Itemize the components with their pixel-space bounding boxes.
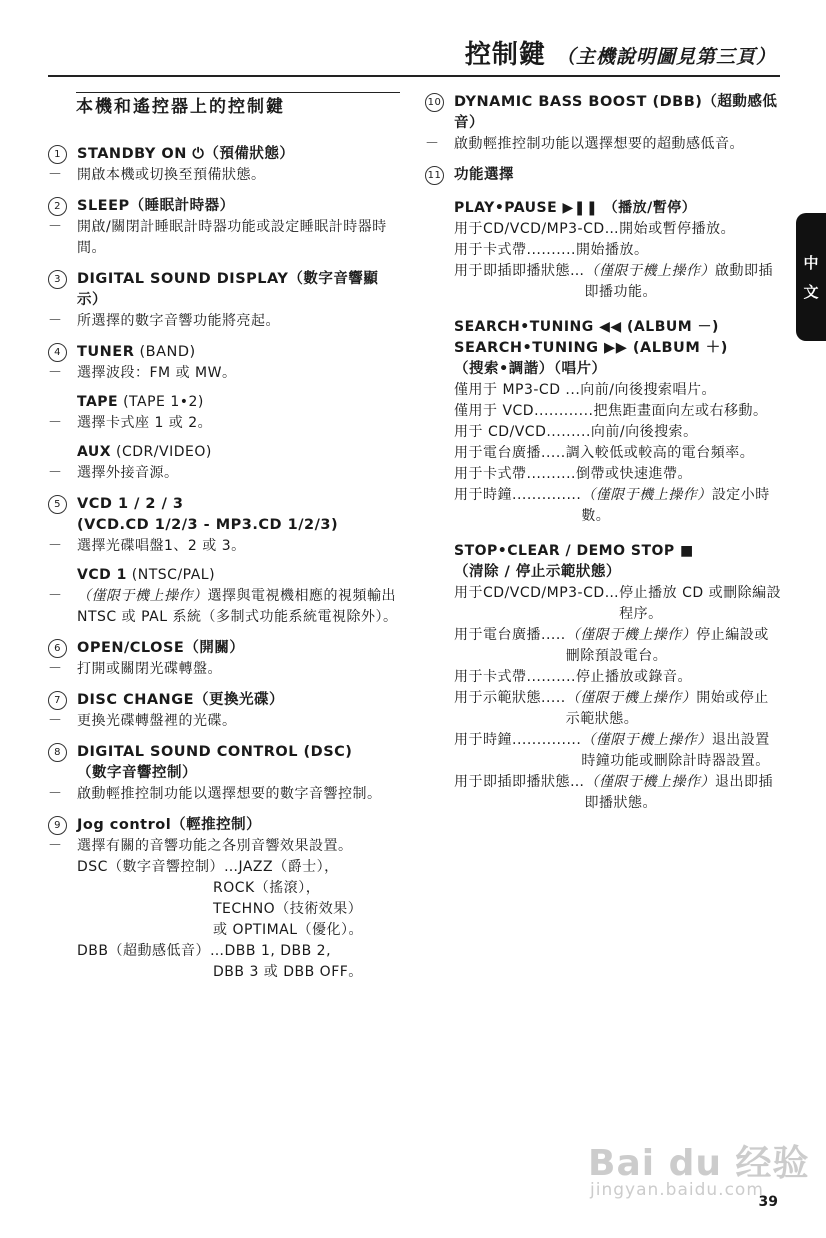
item-digital-sound-display: 3 DIGITAL SOUND DISPLAY（數字音響顯示） － 所選擇的數字音響功能將亮起。 xyxy=(48,269,400,332)
item-desc: 打開或關閉光碟轉盤。 xyxy=(77,661,222,677)
row-key: 僅用于 VCD............ xyxy=(454,403,594,419)
stop-title-2: （清除 / 停止示範狀態） xyxy=(454,564,621,580)
item-open-close: 6 OPEN/CLOSE（開關） － 打開或關閉光碟轉盤。 xyxy=(48,638,400,680)
row-value: 開始或暫停播放。 xyxy=(619,221,736,237)
row-key: 用于CD/VCD/MP3-CD… xyxy=(454,221,620,237)
row-value: 向前/向後搜索唱片。 xyxy=(580,382,717,398)
search-title-1: SEARCH•TUNING ◀◀ (ALBUM －) xyxy=(454,319,719,335)
watermark-logo: Bai du 经验 xyxy=(588,1143,810,1184)
item-title: STANDBY ON ⏻（預備狀態） xyxy=(77,146,295,162)
aux-label-extra: (CDR/VIDEO) xyxy=(111,444,212,460)
item-title: DIGITAL SOUND DISPLAY（數字音響顯示） xyxy=(77,271,379,308)
item-title: Jog control（輕推控制） xyxy=(77,817,262,833)
item-number: 11 xyxy=(425,166,444,185)
title-rule xyxy=(48,75,780,77)
row-value: 開始播放。 xyxy=(576,242,649,258)
dsc-value: JAZZ（爵士）， xyxy=(238,859,339,875)
vcd1-label-extra: (NTSC/PAL) xyxy=(126,567,216,583)
item-number: 9 xyxy=(48,816,67,835)
row-value: 向前/向後搜索。 xyxy=(590,424,698,440)
language-tab xyxy=(796,213,826,341)
dbb-row xyxy=(77,941,400,962)
item-desc: 啟動輕推控制功能以選擇想要的超動感低音。 xyxy=(454,136,744,152)
search-title-2: SEARCH•TUNING ▶▶ (ALBUM ＋) xyxy=(454,340,728,356)
row-value: 設定小時數。 xyxy=(581,487,770,524)
row-value: 停止播放或錄音。 xyxy=(576,669,693,685)
row-value: 啟動即插即播功能。 xyxy=(584,263,773,300)
row-value: 停止播放 CD 或刪除編設程序。 xyxy=(619,585,782,622)
row-key: 用于電台廣播..... xyxy=(454,445,566,461)
row-key: 僅用于 MP3-CD ... xyxy=(454,382,581,398)
item-dbb: 10 DYNAMIC BASS BOOST (DBB)（超動感低音） － 啟動輕推控制功能以選擇想要的超動感低音。 xyxy=(425,92,783,155)
row-key: 用于時鐘.............. xyxy=(454,732,582,748)
item-number: 6 xyxy=(48,639,67,658)
row-note: （僅限于機上操作） xyxy=(565,627,697,643)
item-number: 7 xyxy=(48,691,67,710)
tape-desc: 選擇卡式座 1 或 2。 xyxy=(77,415,213,431)
item-disc-change: 7 DISC CHANGE（更換光碟） － 更換光碟轉盤裡的光碟。 xyxy=(48,690,400,732)
stop-title-1: STOP•CLEAR / DEMO STOP ■ xyxy=(454,543,694,559)
row-key: 用于時鐘.............. xyxy=(454,487,582,503)
row-value: 退出設置時鐘功能或刪除計時器設置。 xyxy=(581,732,770,769)
item-desc: 開啟本機或切換至預備狀態。 xyxy=(77,167,266,183)
row-key: 用于示範狀態..... xyxy=(454,690,566,706)
watermark-url: jingyan.baidu.com xyxy=(590,1180,764,1200)
item-number: 5 xyxy=(48,495,67,514)
dsc-value: TECHNO（技術效果） xyxy=(213,901,363,917)
row-key: 用于即插即播狀態… xyxy=(454,263,585,279)
language-tab-char: 中 xyxy=(803,254,819,272)
page-title xyxy=(465,34,776,71)
row-value: 開始或停止示範狀態。 xyxy=(565,690,769,727)
page-number: 39 xyxy=(758,1194,778,1210)
item-number: 8 xyxy=(48,743,67,762)
row-key: 用于卡式帶.......... xyxy=(454,242,577,258)
item-number: 3 xyxy=(48,270,67,289)
item-title: DISC CHANGE（更換光碟） xyxy=(77,692,285,708)
dsc-value: ROCK（搖滾）， xyxy=(213,880,321,896)
item-jog-control: 9 Jog control（輕推控制） － 選擇有關的音響功能之各別音響效果設置。 DSC（數字音響控制）… JAZZ（爵士）， ROCK（搖滾）， TECHNO（技術效果） 或 OPTIMAL（優化）。 DBB（超動感低音）… DBB 1, DBB 2, DBB 3 或 DBB OFF。 xyxy=(48,815,400,983)
aux-desc: 選擇外接音源。 xyxy=(77,465,179,481)
row-key: 用于卡式帶.......... xyxy=(454,466,577,482)
item-desc: 更換光碟轉盤裡的光碟。 xyxy=(77,713,237,729)
page-title-subtitle: （主機說明圖見第三頁） xyxy=(555,46,776,68)
item-title: DYNAMIC BASS BOOST (DBB)（超動感低音） xyxy=(454,94,778,131)
item-standby: 1 STANDBY ON ⏻（預備狀態） － 開啟本機或切換至預備狀態。 xyxy=(48,144,400,186)
row-note: （僅限于機上操作） xyxy=(581,732,712,748)
row-key: 用于卡式帶.......... xyxy=(454,669,577,685)
row-note: （僅限于機上操作） xyxy=(584,774,715,790)
search-title-3: （搜索•調諧）（唱片） xyxy=(454,361,607,377)
item-number: 4 xyxy=(48,343,67,362)
item-desc: 選擇有關的音響功能之各別音響效果設置。 xyxy=(77,838,353,854)
item-vcd: 5 VCD 1 / 2 / 3 (VCD.CD 1/2/3 - MP3.CD 1/2/3) － 選擇光碟唱盤1、2 或 3。 VCD 1 (NTSC/PAL) － （僅限于機上操作）選擇與電視機相應的視頻輸出 NTSC 或 PAL 系統（多制式功能系統電視除外）。 xyxy=(48,494,400,628)
row-key: 用于即插即播狀態… xyxy=(454,774,585,790)
item-title: DIGITAL SOUND CONTROL (DSC) xyxy=(77,744,353,760)
row-value: 調入較低或較高的電台頻率。 xyxy=(565,445,755,461)
row-value: 停止編設或刪除預設電台。 xyxy=(565,627,769,664)
item-title-2: (VCD.CD 1/2/3 - MP3.CD 1/2/3) xyxy=(77,517,339,533)
play-pause-title: PLAY•PAUSE ▶❚❚ （播放/暫停） xyxy=(454,200,697,216)
item-desc: 選擇光碟唱盤1、2 或 3。 xyxy=(77,538,246,554)
item-desc: 啟動輕推控制功能以選擇想要的數字音響控制。 xyxy=(77,786,382,802)
item-desc: 所選擇的數字音響功能將亮起。 xyxy=(77,313,280,329)
page-title-main: 控制鍵 xyxy=(464,40,546,70)
item-digital-sound-control: 8 DIGITAL SOUND CONTROL (DSC) （數字音響控制） － 啟動輕推控制功能以選擇想要的數字音響控制。 xyxy=(48,742,400,805)
item-title-extra: (BAND) xyxy=(134,344,196,360)
item-number: 1 xyxy=(48,145,67,164)
item-title: SLEEP（睡眠計時器） xyxy=(77,198,235,214)
item-desc: 開啟/關閉計睡眠計時器功能或設定睡眠計時器時間。 xyxy=(77,219,387,256)
vcd1-desc: 選擇與電視機相應的視頻輸出 NTSC 或 PAL 系統（多制式功能系統電視除外）。 xyxy=(77,588,398,625)
tape-label-extra: (TAPE 1•2) xyxy=(118,394,204,410)
item-title-2: （數字音響控制） xyxy=(77,765,197,781)
section-heading: 本機和遙控器上的控制鍵 xyxy=(76,92,400,120)
dsc-value: 或 OPTIMAL（優化）。 xyxy=(213,922,364,938)
item-sleep: 2 SLEEP（睡眠計時器） － 開啟/關閉計睡眠計時器功能或設定睡眠計時器時間。 xyxy=(48,196,400,259)
item-number: 10 xyxy=(425,93,444,112)
row-value: 把焦距畫面向左或右移動。 xyxy=(593,403,768,419)
item-number: 2 xyxy=(48,197,67,216)
tape-label: TAPE xyxy=(77,394,119,410)
row-key: 用于CD/VCD/MP3-CD… xyxy=(454,585,620,601)
item-function-select xyxy=(425,165,783,814)
aux-label: AUX xyxy=(77,444,112,460)
dbb-key: DBB（超動感低音）… xyxy=(77,943,225,959)
left-column xyxy=(48,92,400,993)
item-title: VCD 1 / 2 / 3 xyxy=(77,496,184,512)
item-tuner: 4 TUNER (BAND) － 選擇波段：FM 或 MW。 TAPE (TAPE 1•2) － 選擇卡式座 1 或 2。 AUX (CDR/VIDEO) － 選擇外接音源。 xyxy=(48,344,237,481)
dbb-value: DBB 1, DBB 2, xyxy=(224,943,332,959)
dsc-row xyxy=(77,857,400,878)
vcd1-note: （僅限于機上操作） xyxy=(77,588,208,604)
dsc-key: DSC（數字音響控制）… xyxy=(77,859,239,875)
right-column xyxy=(425,92,783,824)
row-value: 倒帶或快速進帶。 xyxy=(576,466,693,482)
row-key: 用于 CD/VCD......... xyxy=(454,424,591,440)
item-desc: 選擇波段：FM 或 MW。 xyxy=(77,365,237,381)
item-title: 功能選擇 xyxy=(454,167,514,183)
language-tab-char: 文 xyxy=(803,283,819,301)
row-note: （僅限于機上操作） xyxy=(565,690,697,706)
vcd1-label: VCD 1 xyxy=(77,567,127,583)
dbb-value: DBB 3 或 DBB OFF。 xyxy=(213,964,363,980)
row-key: 用于電台廣播..... xyxy=(454,627,566,643)
item-title: OPEN/CLOSE（開關） xyxy=(77,640,245,656)
item-title: TUNER xyxy=(77,344,135,360)
row-note: （僅限于機上操作） xyxy=(581,487,712,503)
row-note: （僅限于機上操作） xyxy=(584,263,715,279)
row-value: 退出即插即播狀態。 xyxy=(584,774,773,811)
